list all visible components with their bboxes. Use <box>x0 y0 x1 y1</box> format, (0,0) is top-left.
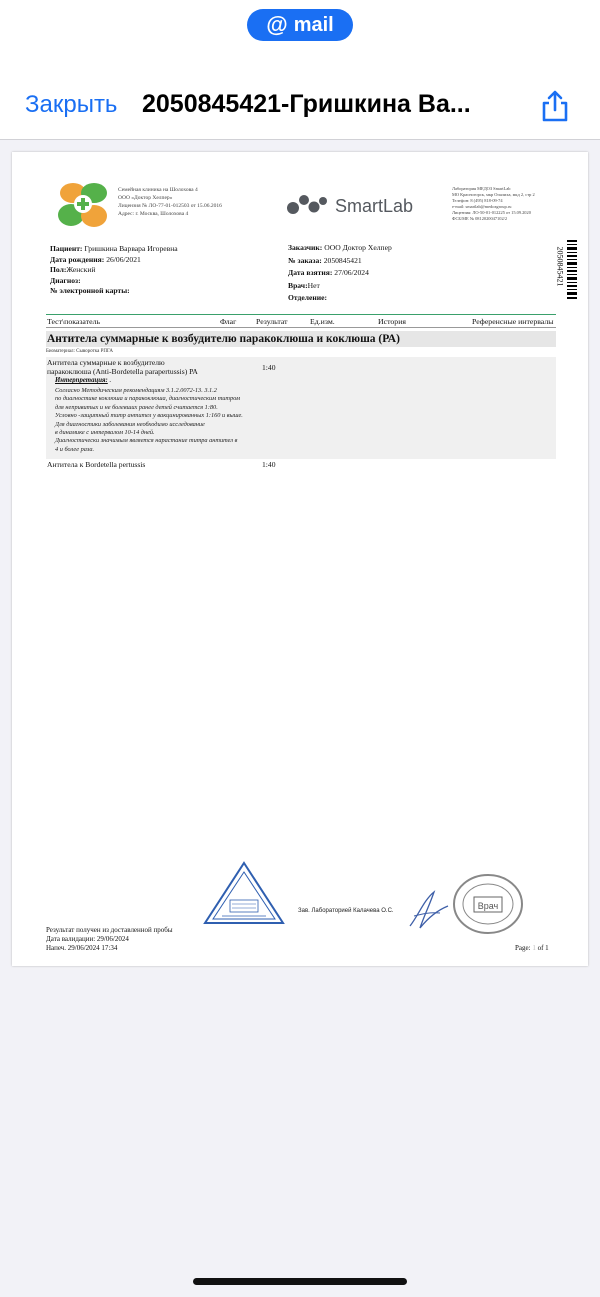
test-name-line: Антитела суммарные к возбудителю <box>47 358 165 367</box>
footer-source: Результат получен из доставленной пробы <box>46 926 173 934</box>
clinic-org: ООО «Доктор Хелпер» <box>118 195 173 201</box>
interpretation-line: Диагностически значимым является нарастание титра антител в <box>55 437 238 445</box>
home-indicator[interactable] <box>193 1278 407 1285</box>
lab-info-line: ФСБ/МЕ № 0812020047102/2 <box>452 216 508 221</box>
test-result: 1:40 <box>262 460 276 469</box>
footer <box>46 926 173 953</box>
interpretation-line: в динамике с интервалом 10-14 дней. <box>55 429 155 437</box>
test-name: Антитела к Bordetella pertussis <box>47 460 146 469</box>
lab-info-line: Телефон: 8 (495) 818-09-74 <box>452 198 503 203</box>
smartlab-logo <box>285 190 445 218</box>
table-header <box>46 315 556 328</box>
customer-label: Заказчик: <box>288 243 323 252</box>
dob-value: 26/06/2021 <box>106 254 141 264</box>
sex-label: Пол: <box>50 265 67 274</box>
footer-validation-date: Дата валидации: 29/06/2024 <box>46 935 129 943</box>
interpretation-line: по диагностике коклюша и паракоклюша, диагностическим титром <box>55 395 241 403</box>
lab-info-line: Лицензия: ЛО-50-01-012225 от 15.09.2020 <box>452 210 531 215</box>
clinic-license: Лицензия № ЛО-77-01-012503 от 15.06.2016 <box>118 203 222 209</box>
share-icon[interactable] <box>537 88 573 124</box>
patient-name: Гришкина Варвара Игоревна <box>84 244 178 253</box>
interpretation-line: Для диагностики заболевания необходимо исследование <box>55 420 205 428</box>
page-current: 1 <box>532 944 536 952</box>
at-icon: @ <box>266 12 288 37</box>
patient-label: Пациент: <box>50 244 83 253</box>
interpretation-line: 4 и более раза. <box>55 445 95 453</box>
table-row <box>46 357 556 459</box>
patient-block <box>50 244 178 297</box>
lab-info-line: МО Красногорск, мкр Опалиха, мкд 2, стр 2 <box>452 192 535 197</box>
interpretation-suffix: . <box>107 377 112 384</box>
head-of-lab: Зав. Лабораторией Калачева О.С. <box>298 908 394 914</box>
top-bar <box>0 0 600 140</box>
diagnosis-label: Диагноз: <box>50 275 81 285</box>
clinic-info <box>118 186 222 218</box>
doctor-stamp <box>446 872 526 936</box>
document-title: 2050845421-Гришкина Ва... <box>142 90 471 118</box>
pdf-page <box>12 152 588 966</box>
doctor-label: Врач: <box>288 280 308 290</box>
section-title: Антитела суммарные к возбудителю паракоклюша и коклюша (РА) <box>46 331 556 347</box>
clinic-address: Адрес: г. Москва, Шолохова 4 <box>118 211 189 217</box>
col-test: Тест\показатель <box>47 317 101 326</box>
lab-info <box>452 186 582 222</box>
order-number: 2050845421 <box>323 255 362 265</box>
signature <box>404 886 452 934</box>
mail-app-badge[interactable] <box>247 9 353 41</box>
clinic-logo-icon <box>55 180 111 230</box>
dept-label: Отделение: <box>288 293 328 302</box>
dob-label: Дата рождения: <box>50 254 105 264</box>
taken-label: Дата взятия: <box>288 268 333 277</box>
lab-info-line: e-mail: smartlab@medozgroup.ru <box>452 204 512 209</box>
page-total: of 1 <box>537 944 549 952</box>
lab-stamp-triangle <box>202 860 286 926</box>
test-name-line: паракоклюша (Anti-Bordetella parapertussis) РА <box>47 367 198 376</box>
page-label: Page: <box>515 944 531 952</box>
customer-value: ООО Доктор Хелпер <box>324 243 392 252</box>
col-units: Ед.изм. <box>310 317 335 326</box>
test-result: 1:40 <box>262 363 276 372</box>
interpretation-line: Согласно Методическим рекомендациям 3.1.2.0072-13. 3.1.2 <box>55 387 217 394</box>
order-block <box>288 242 392 305</box>
order-label: № заказа: <box>288 255 322 265</box>
col-result: Результат <box>256 317 288 326</box>
barcode-number: 2050845421 <box>555 246 565 287</box>
col-flag: Флаг <box>220 317 237 326</box>
biomaterial: Биоматериал: Сыворотка РПГА <box>46 349 113 354</box>
sex-value: Женский <box>66 265 96 274</box>
test-name <box>47 358 198 376</box>
stamp-text: Врач <box>477 901 499 911</box>
mail-brand-label: mail <box>293 13 334 36</box>
col-history: История <box>378 317 406 326</box>
interpretation-line: Условно -защитный титр антител у вакцинированных 1:160 и выше. <box>55 412 243 420</box>
col-reference: Референсные интервалы <box>472 317 554 326</box>
taken-date: 27/06/2024 <box>334 268 369 277</box>
interpretation-heading: Интерпретация: <box>55 377 108 384</box>
card-label: № электронной карты: <box>50 286 130 295</box>
doctor-value: Нет <box>307 280 320 290</box>
lab-info-line: Лаборатория МЕДОЗ SmartLab <box>452 186 511 191</box>
interpretation-line: для непривитых и не болевших ранее детей считается 1:80. <box>55 403 218 411</box>
page-number <box>515 944 549 952</box>
clinic-name: Семейная клиника на Шолохова 4 <box>118 187 198 193</box>
close-button[interactable]: Закрыть <box>25 91 118 118</box>
smartlab-brand: SmartLab <box>335 196 414 216</box>
interpretation-label <box>55 377 111 384</box>
footer-print-date: Напеч. 29/06/2024 17:34 <box>46 944 118 952</box>
interpretation-text <box>55 387 295 454</box>
